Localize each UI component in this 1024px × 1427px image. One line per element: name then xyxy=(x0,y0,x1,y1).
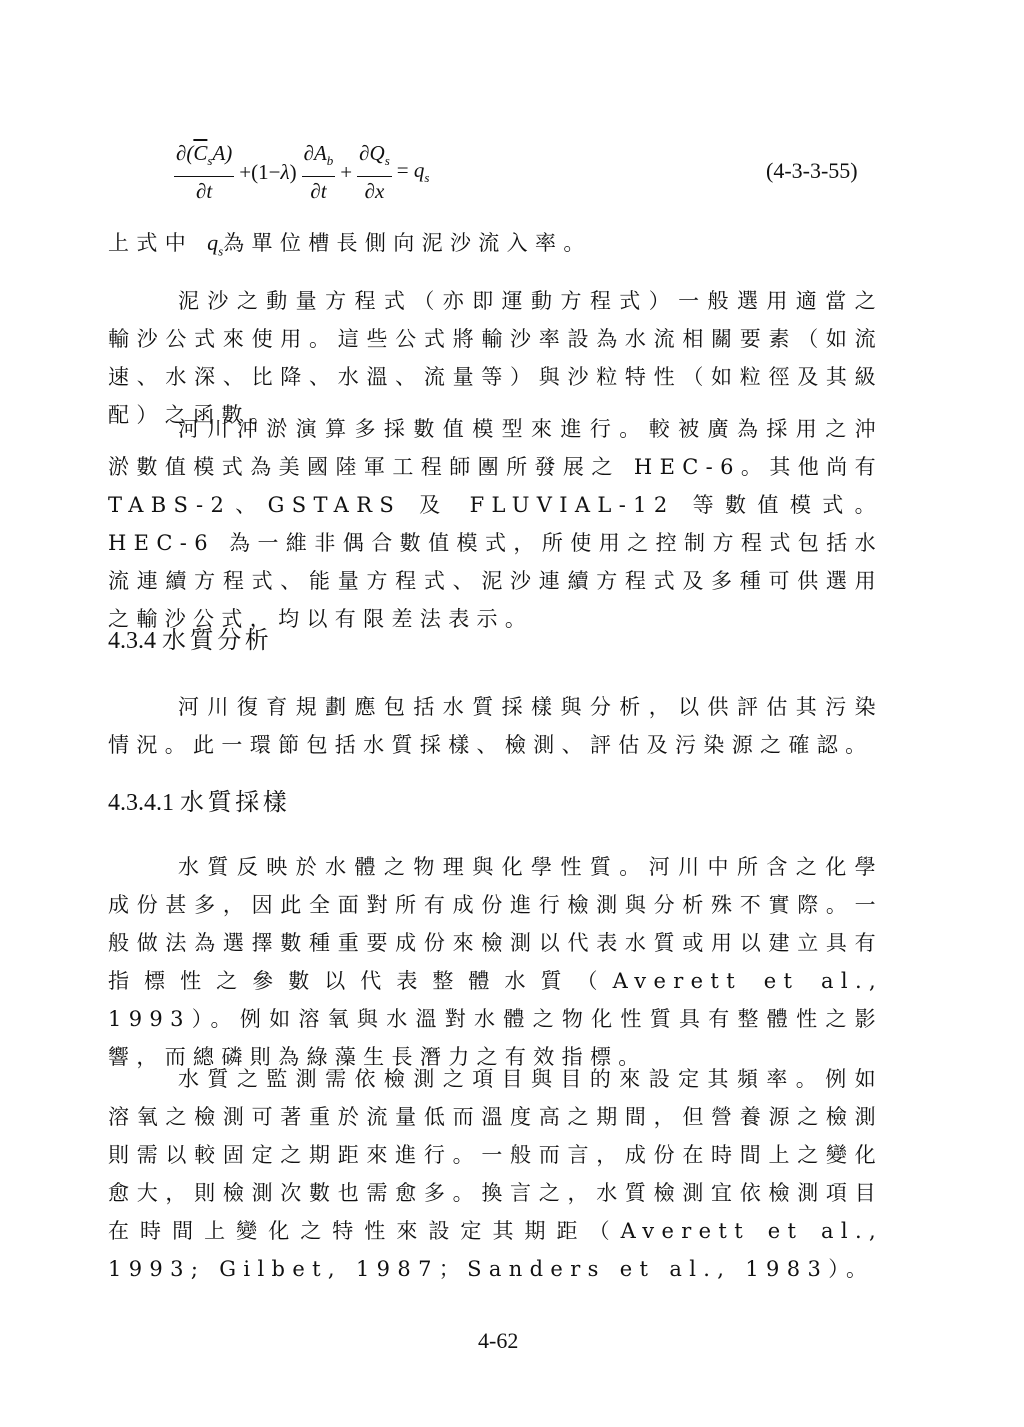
page-number: 4-62 xyxy=(478,1328,519,1353)
paragraph-water-quality-intro: 河川復育規劃應包括水質採樣與分析，以供評估其污染情況。此一環節包括水質採樣、檢測、評估及污染源之確認。 xyxy=(108,695,883,757)
section-heading-water-quality-analysis xyxy=(108,622,272,659)
sediment-continuity-equation: $\frac{\partial(\overline{C}_sA)}{\partial t}$ +(1−λ) $\frac{\partial A_b}{\partial t}$ + $\frac{\partial Q_s}{\partial x}$ = $q_s$ xyxy=(176,141,430,203)
paragraph-momentum-equation: 泥沙之動量方程式（亦即運動方程式）一般選用適當之輸沙公式來使用。這些公式將輸沙率設為水流相關要素（如流速、水深、比降、水溫、流量等）與沙粒特性（如粒徑及其級配）之函數。 xyxy=(108,289,883,427)
paragraph-text: 為單位槽長側向泥沙流入率。 xyxy=(223,231,592,255)
paragraph-water-properties: 水質反映於水體之物理與化學性質。河川中所含之化學成份甚多，因此全面對所有成份進行檢測與分析殊不實際。一般做法為選擇數種重要成份來檢測以代表水質或用以建立具有指標性之參數以代表整體水質（Averett et al., 1993）。例如溶氧與水溫對水體之物化性質具有整體性之影響，而總磷則為綠藻生長潛力之有效指標。 xyxy=(108,855,883,1069)
section-heading-water-sampling xyxy=(108,784,290,821)
paragraph-qs-definition xyxy=(108,224,883,270)
paragraph-monitoring-frequency: 水質之監測需依檢測之項目與目的來設定其頻率。例如溶氧之檢測可著重於流量低而溫度高之期間，但營養源之檢測則需以較固定之期距來進行。一般而言，成份在時間上之變化愈大，則檢測次數也需愈多。換言之，水質檢測宜依檢測項目在時間上變化之特性來設定其期距（Averett et al., 1993; Gilbet, 1987；Sanders et al., 1983）。 xyxy=(108,1067,883,1281)
paragraph-text: 上式中 xyxy=(108,231,208,255)
fraction-bed-area-term: $\frac{\partial A_b}{\partial t}$ xyxy=(303,141,334,203)
fraction-concentration-term: $\frac{\partial(\overline{C}_sA)}{\partial t}$ xyxy=(176,141,233,203)
section-title: 水質採樣 xyxy=(180,788,291,816)
equation-number: (4-3-3-55) xyxy=(766,158,858,183)
fraction-sediment-discharge-term: $\frac{\partial Q_s}{\partial x}$ xyxy=(359,141,390,203)
section-number: 4.3.4 xyxy=(108,628,156,654)
qs-symbol: $q_s$ xyxy=(207,230,224,259)
paragraph-numerical-models: 河川沖淤演算多採數值模型來進行。較被廣為採用之沖淤數值模式為美國陸軍工程師團所發展之 HEC-6。其他尚有 TABS-2、GSTARS 及 FLUVIAL-12 等數值模式。HEC-6 為一維非偶合數值模式，所使用之控制方程式包括水流連續方程式、能量方程式、泥沙連續方程式及多種可供選用之輸沙公式，均以有限差法表示。 xyxy=(108,417,883,631)
section-number: 4.3.4.1 xyxy=(108,790,174,816)
section-title: 水質分析 xyxy=(162,626,273,654)
